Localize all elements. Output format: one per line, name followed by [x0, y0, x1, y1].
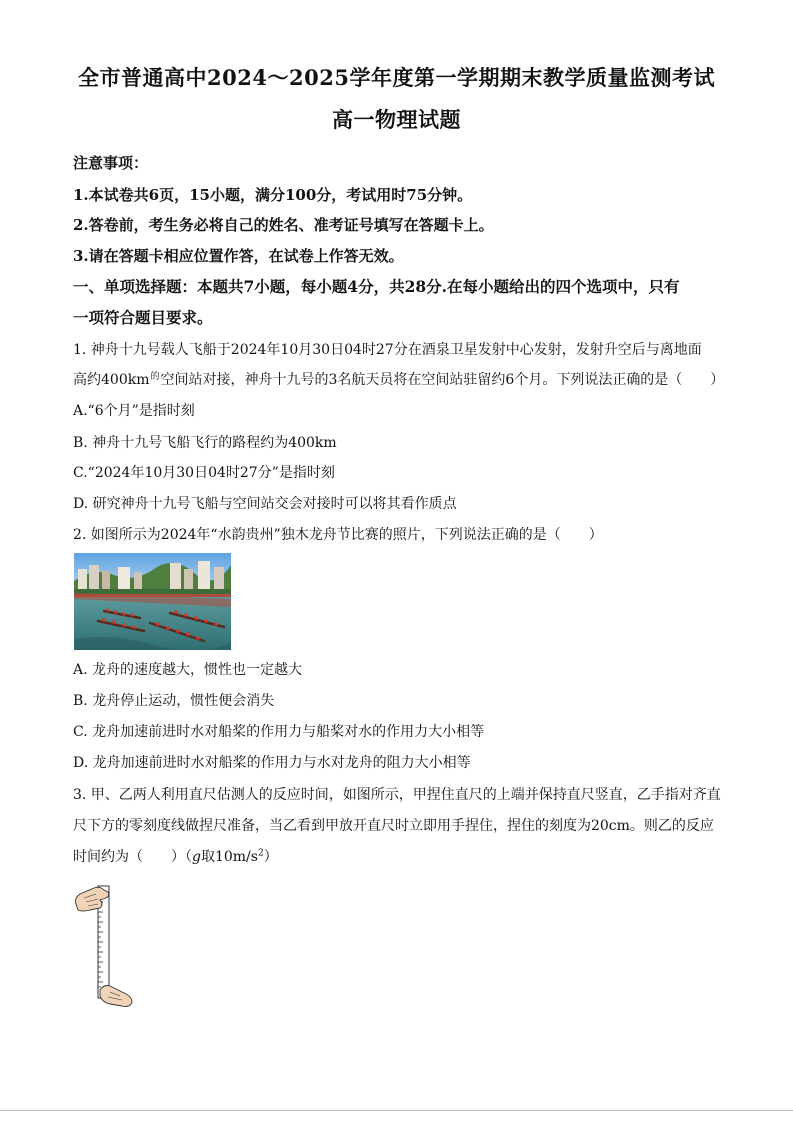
q1-stem-glyph: 的 — [150, 372, 160, 382]
q1-option-b: B. 神舟十九号飞船飞行的路程约为400km — [73, 435, 337, 451]
q2-option-c: C. 龙舟加速前进时水对船桨的作用力与船桨对水的作用力大小相等 — [73, 724, 485, 740]
q3-stem-line3-part-c: ） — [263, 849, 278, 865]
q3-stem-line3 — [73, 846, 278, 866]
q1-stem-line2-part-b: 空间站对接，神舟十九号的3名航天员将在空间站驻留约6个月。下列说法正确的是（ ） — [160, 372, 725, 388]
q2-option-a: A. 龙舟的速度越大，惯性也一定越大 — [73, 662, 303, 678]
gravity-symbol: g — [192, 849, 201, 865]
q1-stem-line2 — [73, 369, 724, 389]
q3-stem-line2: 尺下方的零刻度线做捏尺准备，当乙看到甲放开直尺时立即用手捏住，捏住的刻度为20cm。则乙的反应 — [73, 818, 714, 834]
q3-stem-line3-part-a: 时间约为（ ）（ — [73, 849, 192, 865]
q1-stem-line2-part-a: 高约400km — [73, 372, 150, 388]
q1-option-c: C.“2024年10月30日04时27分”是指时刻 — [73, 465, 335, 481]
gravity-value: 10m/s — [214, 849, 258, 865]
page-bottom-divider — [0, 1110, 793, 1111]
q1-option-a: A.“6个月”是指时刻 — [73, 403, 195, 419]
q1-option-d: D. 研究神舟十九号飞船与空间站交会对接时可以将其看作质点 — [73, 496, 457, 512]
exam-title: 全市普通高中2024～2025学年度第一学期期末教学质量监测考试 — [78, 65, 715, 90]
notice-item-2: 2.答卷前，考生务必将自己的姓名、准考证号填写在答题卡上。 — [73, 216, 494, 234]
q2-stem: 2. 如图所示为2024年“水韵贵州”独木龙舟节比赛的照片，下列说法正确的是（ ） — [73, 527, 603, 543]
notice-heading: 注意事项： — [73, 154, 149, 172]
q3-stem-line3-part-b: 取 — [200, 849, 215, 865]
q3-stem-line1: 3. 甲、乙两人利用直尺估测人的反应时间，如图所示，甲捏住直尺的上端并保持直尺竖直，乙手指对齐直 — [73, 787, 721, 803]
gravity-exponent: 2 — [257, 848, 264, 859]
notice-item-1: 1.本试卷共6页，15小题，满分100分，考试用时75分钟。 — [73, 186, 473, 204]
notice-item-3: 3.请在答题卡相应位置作答，在试卷上作答无效。 — [73, 247, 404, 265]
section1-instructions-line1: 一、单项选择题：本题共7小题，每小题4分，共28分.在每小题给出的四个选项中，只有 — [73, 277, 680, 296]
ruler-reaction-time-figure — [70, 882, 140, 1010]
q1-stem-line1: 1. 神舟十九号载人飞船于2024年10月30日04时27分在酒泉卫星发射中心发射，发射升空后与离地面 — [73, 342, 702, 358]
exam-subtitle: 高一物理试题 — [332, 107, 461, 132]
q2-option-b: B. 龙舟停止运动，惯性便会消失 — [73, 693, 275, 709]
q2-option-d: D. 龙舟加速前进时水对船桨的作用力与水对龙舟的阻力大小相等 — [73, 755, 471, 771]
dragon-boat-race-photo — [74, 553, 231, 650]
section1-instructions-line2: 一项符合题目要求。 — [73, 308, 213, 327]
